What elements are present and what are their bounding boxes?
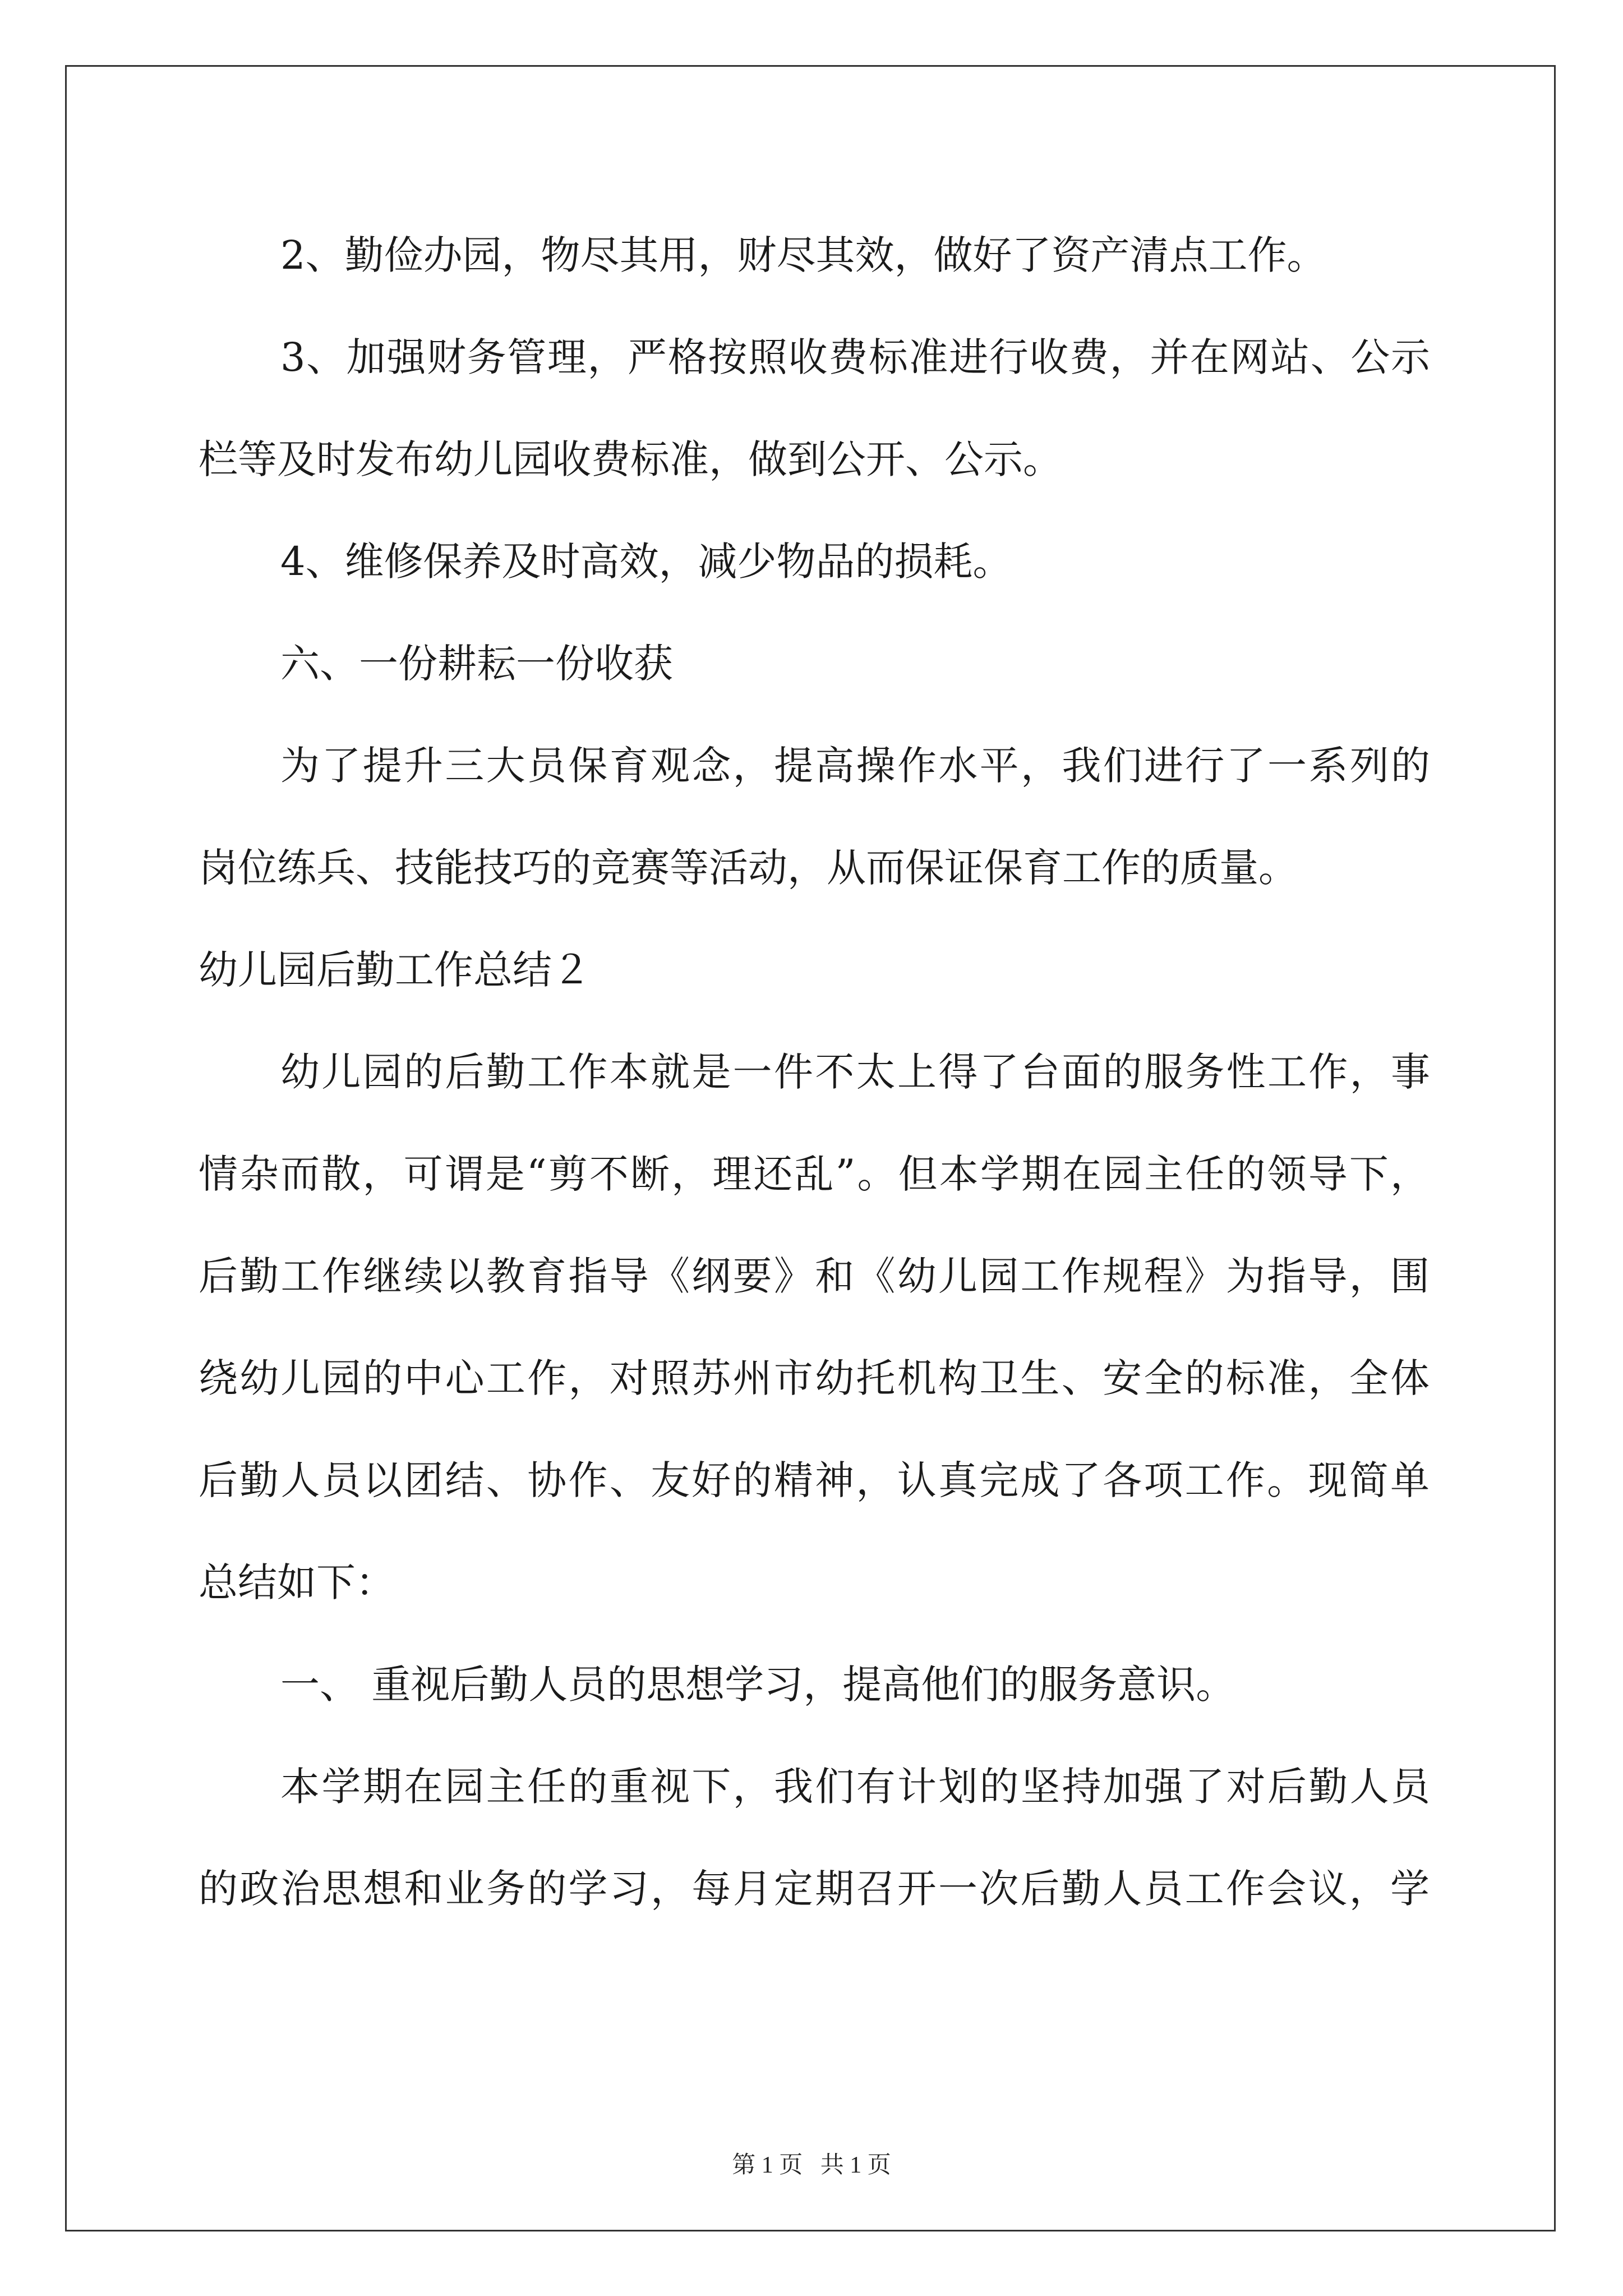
paragraph-line: 4、维修保养及时高效，减少物品的损耗。 (280, 539, 1012, 585)
paragraph-line: 本学期在园主任的重视下，我们有计划的坚持加强了对后勤人员 (280, 1764, 1430, 1810)
paragraph-line: 总结如下： (199, 1559, 395, 1605)
paragraph-line: 2、勤俭办园，物尽其用，财尽其效，做好了资产清点工作。 (280, 232, 1326, 278)
section-heading: 一、 重视后勤人员的思想学习，提高他们的服务意识。 (280, 1662, 1235, 1708)
paragraph-line: 后勤人员以团结、协作、友好的精神，认真完成了各项工作。现简单 (199, 1457, 1430, 1503)
paragraph-line: 岗位练兵、技能技巧的竞赛等活动，从而保证保育工作的质量。 (199, 845, 1298, 891)
paragraph-line: 幼儿园的后勤工作本就是一件不太上得了台面的服务性工作，事 (280, 1049, 1430, 1095)
paragraph-line: 后勤工作继续以教育指导《纲要》和《幼儿园工作规程》为指导，围 (199, 1253, 1430, 1299)
paragraph-line: 3、加强财务管理，严格按照收费标准进行收费，并在网站、公示 (280, 334, 1430, 380)
paragraph-line: 情杂而散，可谓是“剪不断，理还乱”。但本学期在园主任的领导下， (199, 1151, 1430, 1197)
paragraph-line: 为了提升三大员保育观念，提高操作水平，我们进行了一系列的 (280, 743, 1430, 789)
paragraph-line: 栏等及时发布幼儿园收费标准，做到公开、公示。 (199, 436, 1062, 482)
paragraph-line: 的政治思想和业务的学习，每月定期召开一次后勤人员工作会议，学 (199, 1866, 1430, 1912)
document-title: 幼儿园后勤工作总结２ (199, 947, 591, 993)
paragraph-line: 绕幼儿园的中心工作，对照苏州市幼托机构卫生、安全的标准，全体 (199, 1355, 1430, 1401)
section-heading: 六、一份耕耘一份收获 (280, 641, 673, 687)
page-footer: 第 1 页 共 1 页 (732, 2152, 891, 2178)
